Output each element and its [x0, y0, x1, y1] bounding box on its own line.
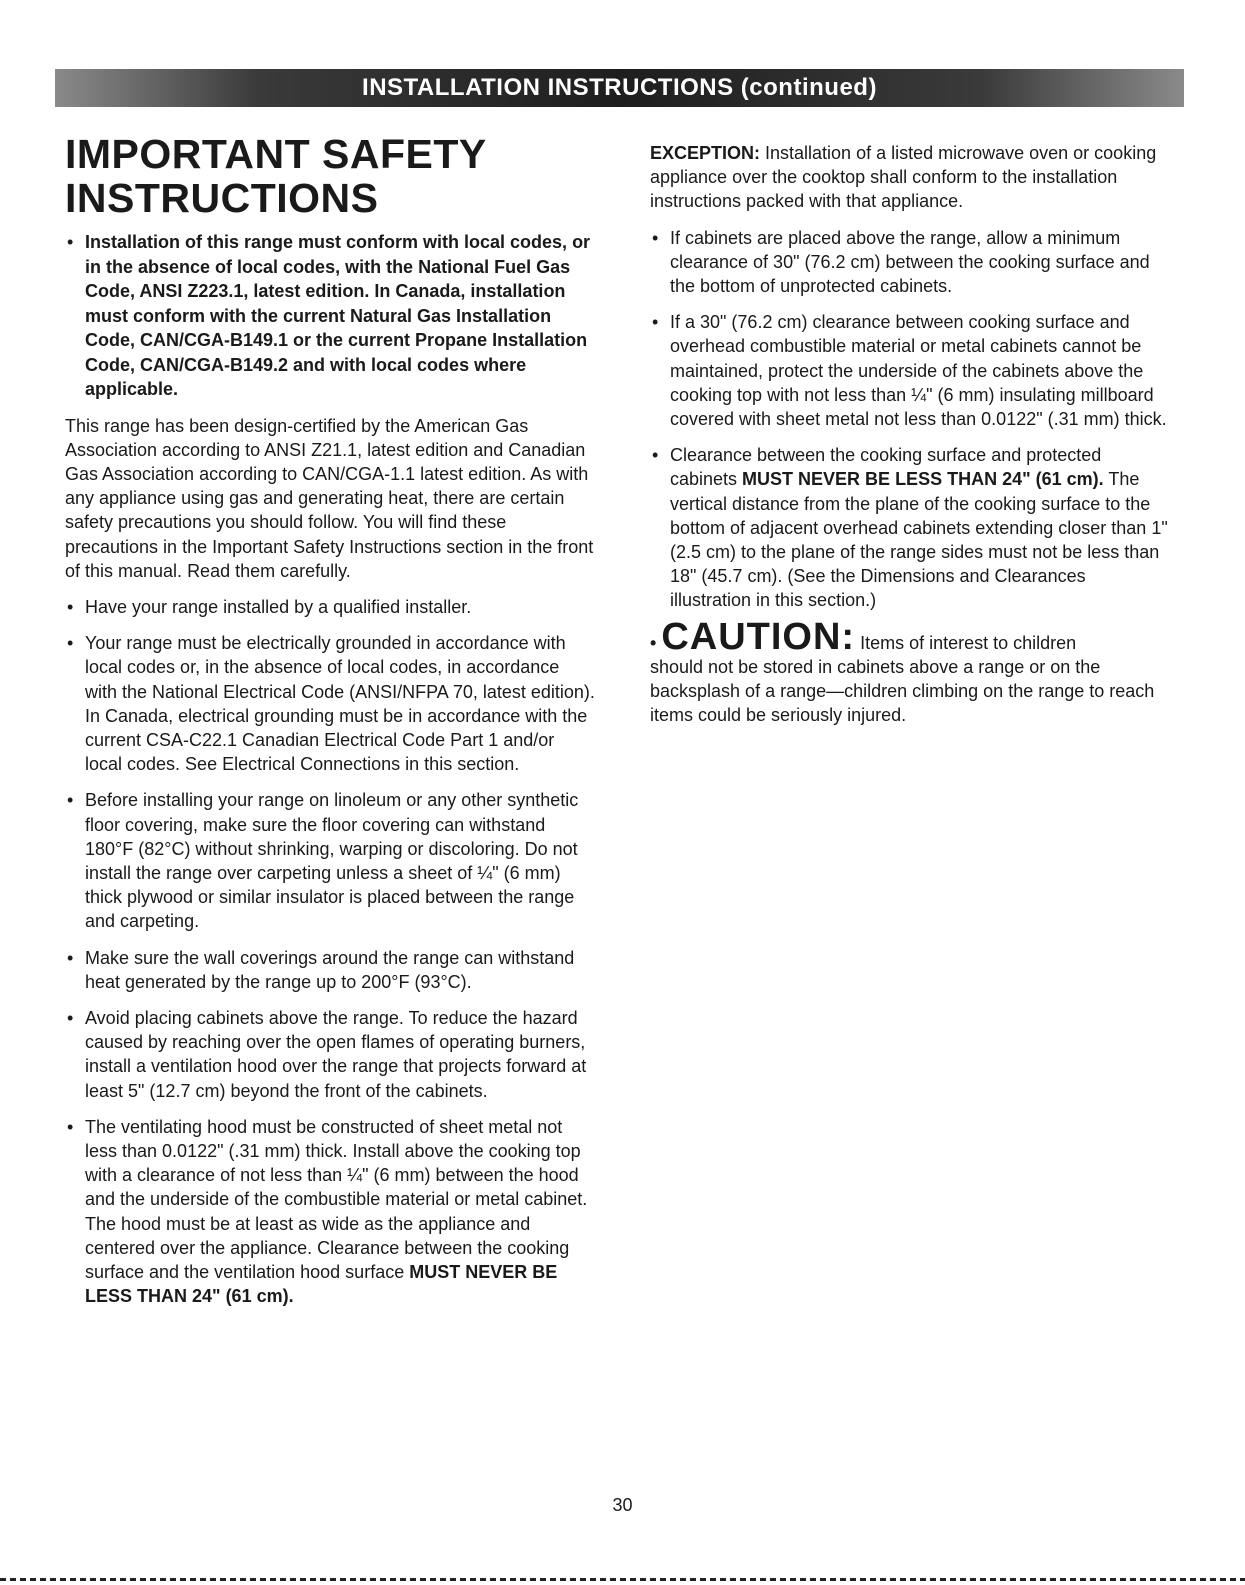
list-item-text: If cabinets are placed above the range, allow a minimum clearance of 30" (76.2 cm) between the cooking surface and the bottom of unprotected cabinets.: [670, 227, 1150, 297]
caution-block: [650, 615, 1170, 728]
list-item-text: Your range must be electrically grounded in accordance with local codes or, in the absence of local codes, in accordance with the National Electrical Code (ANSI/NFPA 70, latest edition). In Canada, electrical grounding must be in accordance with the current CSA-C22.1 Canadian Electrical Code Part 1 and/or local codes. See Electrical Connections in this section.: [85, 633, 595, 775]
heading-line-2: INSTRUCTIONS: [65, 175, 379, 221]
list-item: [650, 443, 1170, 612]
list-item: [65, 1006, 595, 1103]
list-item: [65, 631, 595, 776]
exception-note: [650, 141, 1170, 214]
list-item: [65, 230, 595, 402]
list-item-text: Make sure the wall coverings around the range can withstand heat generated by the range up to 200°F (93°C).: [85, 947, 575, 992]
right-column: [650, 141, 1170, 727]
list-item-bold-text: MUST NEVER BE LESS THAN 24" (61 cm).: [85, 1262, 558, 1307]
caution-text: should not be stored in cabinets above a range or on the backsplash of a range—children climbing on the range to reach items could be seriously injured.: [650, 656, 1155, 726]
list-item: [65, 788, 595, 933]
bullet-icon: •: [652, 227, 659, 248]
bullet-icon: •: [67, 1116, 74, 1137]
section-banner: [55, 69, 1184, 107]
list-item-text: Before installing your range on linoleum or any other synthetic floor covering, make sure the floor covering can withstand 180°F (82°C) without shrinking, warping or discoloring. Do not install the range over carpeting unless a sheet of ¼" (6 mm) thick plywood or similar insulator is placed between the range and carpeting.: [85, 790, 579, 932]
certification-paragraph: This range has been design-certified by the American Gas Association according to ANSI Z21.1, latest edition and Canadian Gas Association according to CAN/CGA-1.1 latest edition. As with any appliance using gas and generating heat, there are certain safety precautions you should follow. You will find these precautions in the Important Safety Instructions section in the front of this manual. Read them carefully.: [65, 415, 594, 581]
page-number: 30: [612, 1495, 633, 1515]
bullet-icon: •: [67, 232, 74, 252]
bullet-icon: •: [67, 596, 74, 617]
list-item: [65, 946, 595, 994]
list-item-text: Clearance between the cooking surface and protected cabinets: [670, 445, 1102, 490]
caution-lead-text: Items of interest to children: [855, 632, 1077, 653]
exception-label: EXCEPTION:: [650, 143, 761, 163]
list-item: [65, 1115, 595, 1309]
left-bullet-list: [65, 595, 595, 1308]
list-item-bold-text: MUST NEVER BE LESS THAN 24" (61 cm).: [742, 469, 1104, 490]
page-heading: [65, 132, 595, 220]
banner-title: INSTALLATION INSTRUCTIONS (continued): [362, 74, 877, 101]
list-item-text: The vertical distance from the plane of the cooking surface to the bottom of adjacent overhead cabinets extending closer than 1" (2.5 cm) to the plane of the range sides must not be less than 18" (45.7 cm). (See the Dimensions and Clearances illustration in this section.): [670, 469, 1168, 611]
list-item: [650, 226, 1170, 299]
scan-edge-divider: [0, 1578, 1245, 1581]
left-column: [65, 132, 595, 1320]
bullet-icon: •: [652, 445, 659, 466]
list-item: [65, 595, 595, 619]
code-conformity-text: Installation of this range must conform with local codes, or in the absence of local codes, with the National Fuel Gas Code, ANSI Z223.1, latest edition. In Canada, installation must conform with the current Natural Gas Installation Code, CAN/CGA-B149.1 or the current Propane Installation Code, CAN/CGA-B149.2 and with local codes where applicable.: [85, 232, 591, 399]
bullet-icon: •: [67, 1007, 74, 1028]
caution-heading-line: [650, 615, 1170, 658]
list-item: [650, 310, 1170, 431]
bullet-icon: •: [67, 633, 74, 654]
caution-label: CAUTION:: [661, 615, 856, 658]
list-item-text: Have your range installed by a qualified installer.: [85, 596, 472, 617]
right-bullet-list: [650, 226, 1170, 613]
exception-text: Installation of a listed microwave oven or cooking appliance over the cooktop shall conform to the installation instructions packed with that appliance.: [650, 143, 1157, 212]
left-bullet-list-top: [65, 230, 595, 402]
heading-line-1: IMPORTANT SAFETY: [65, 131, 487, 177]
list-item-text: If a 30" (76.2 cm) clearance between cooking surface and overhead combustible material or metal cabinets cannot be maintained, protect the underside of the cabinets above the cooking top with not less than ¼" (6 mm) insulating millboard covered with sheet metal not less than 0.0122" (.31 mm) thick.: [670, 312, 1167, 430]
caution-bullet-icon: •: [650, 632, 662, 653]
bullet-icon: •: [652, 312, 659, 333]
list-item-text: Avoid placing cabinets above the range. To reduce the hazard caused by reaching over the open flames of operating burners, install a ventilation hood over the range that projects forward at least 5" (12.7 cm) beyond the front of the cabinets.: [85, 1007, 587, 1101]
list-item-text: The ventilating hood must be constructed of sheet metal not less than 0.0122" (.31 mm) thick. Install above the cooking top with a clearance of not less than ¼" (6 mm) between the hood and the underside of the combustible material or metal cabinet. The hood must be at least as wide as the appliance and centered over the appliance. Clearance between the cooking surface and the ventilation hood surface: [85, 1116, 588, 1282]
bullet-icon: •: [67, 790, 74, 811]
bullet-icon: •: [67, 947, 74, 968]
